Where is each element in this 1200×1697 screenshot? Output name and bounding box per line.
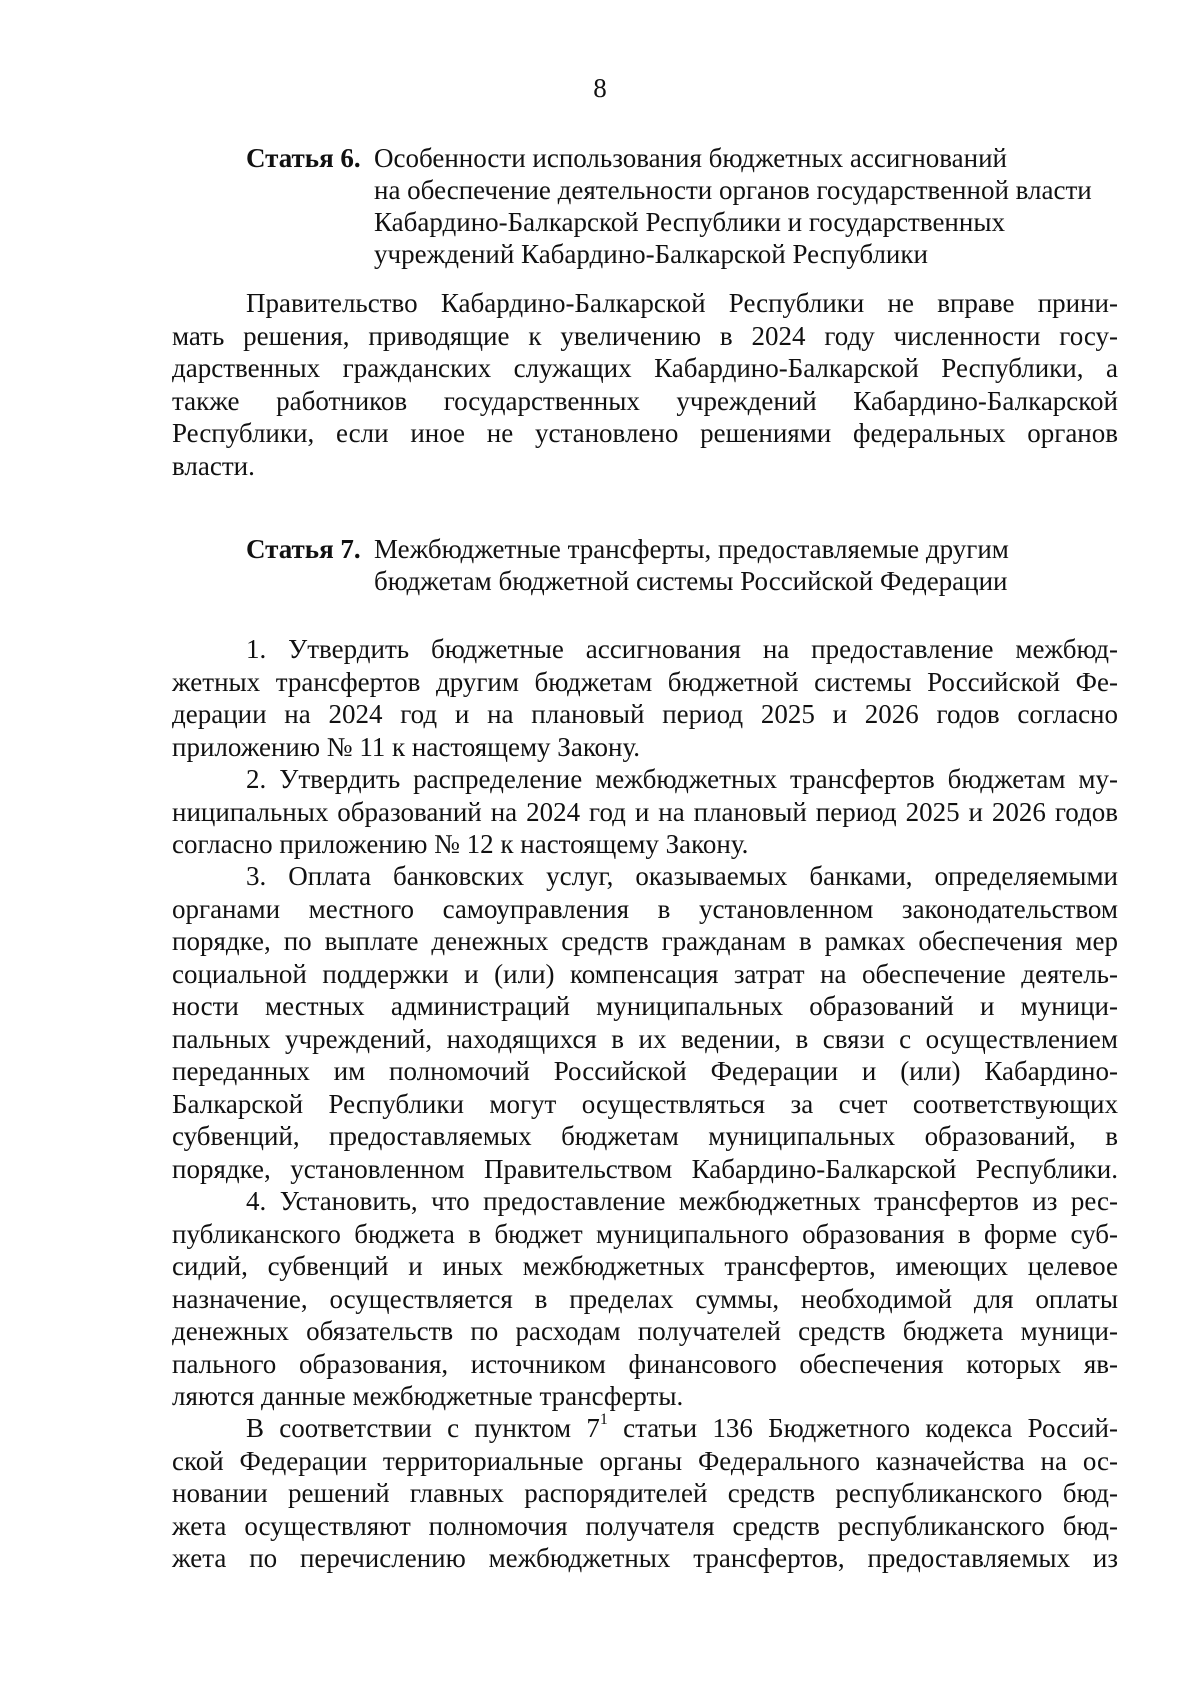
text-line: порядке, установленном Правительством Кабардино-Балкарской Республики. [172, 1153, 1118, 1184]
text-line: 1. Утвердить бюджетные ассигнования на предоставление межбюд- [246, 634, 1118, 664]
text-line: 4. Установить, что предоставление межбюджетных трансфертов из рес- [246, 1186, 1118, 1216]
text-line: жета осуществляют полномочия получателя средств республиканского бюд- [172, 1510, 1118, 1541]
text-line: порядке, по выплате денежных средств гражданам в рамках обеспечения мер [172, 926, 1118, 956]
text-line: пального образования, источником финансового обеспечения которых яв- [172, 1348, 1118, 1379]
article-7-label: Статья 7. [246, 534, 361, 564]
article-6-label: Статья 6. [246, 143, 361, 173]
article-6-heading [246, 142, 1134, 270]
article-7-title [374, 533, 1134, 597]
page-number: 8 [593, 73, 607, 103]
text-line: жетных трансфертов другим бюджетам бюджетной системы Российской Фе- [172, 666, 1118, 697]
text-line [172, 1412, 1118, 1445]
article-7-paragraph-5 [172, 1412, 1118, 1575]
text-line: приложению № 11 к настоящему Закону. [172, 731, 641, 762]
text-line: социальной поддержки и (или) компенсация затрат на обеспечение деятель- [172, 958, 1118, 989]
article-7-item-1 [172, 633, 1118, 763]
text-line: сидий, субвенций и иных межбюджетных трансфертов, имеющих целевое [172, 1251, 1118, 1281]
text-line: Правительство Кабардино-Балкарской Республики не вправе прини- [246, 288, 1118, 318]
text-line: ской Федерации территориальные органы Федерального казначейства на ос- [172, 1445, 1118, 1476]
text-line: дерации на 2024 год и на плановый период 2025 и 2026 годов согласно [172, 699, 1118, 729]
text-line: жета по перечислению межбюджетных трансфертов, предоставляемых из [172, 1543, 1118, 1573]
text-line: новании решений главных распорядителей средств республиканского бюд- [172, 1478, 1118, 1508]
text-line: ляются данные межбюджетные трансферты. [172, 1381, 684, 1411]
superscript: 1 [599, 1411, 608, 1428]
article-7-item-4 [172, 1185, 1118, 1413]
text-fragment: статьи 136 Бюджетного кодекса Россий- [607, 1413, 1118, 1443]
article-6-title [374, 142, 1134, 270]
text-line: органами местного самоуправления в установленном законодательством [172, 893, 1118, 924]
text-line: публиканского бюджета в бюджет муниципального образования в форме суб- [172, 1218, 1118, 1249]
text-line: ности местных администраций муниципальных образований и муници- [172, 991, 1118, 1021]
text-line: ниципальных образований на 2024 год и на плановый период 2025 и 2026 годов [172, 796, 1118, 827]
text-line: мать решения, приводящие к увеличению в 2024 году численности госу- [172, 320, 1118, 351]
text-fragment: В соответствии с пунктом 7 [246, 1413, 600, 1443]
title-line: учреждений Кабардино-Балкарской Республики [374, 239, 928, 269]
text-line: пальных учреждений, находящихся в их ведении, в связи с осуществлением [172, 1023, 1118, 1054]
text-line: Балкарской Республики могут осуществляться за счет соответствующих [172, 1088, 1118, 1119]
article-7-heading [246, 533, 1134, 597]
text-line: власти. [172, 450, 255, 481]
text-line: также работников государственных учреждений Кабардино-Балкарской [172, 385, 1118, 416]
article-6-paragraph [172, 287, 1118, 482]
text-line: 2. Утвердить распределение межбюджетных трансфертов бюджетам му- [246, 764, 1118, 794]
text-line: согласно приложению № 12 к настоящему Закону. [172, 829, 749, 859]
article-7-item-2 [172, 763, 1118, 861]
text-line: Республики, если иное не установлено решениями федеральных органов [172, 418, 1118, 448]
text-line: денежных обязательств по расходам получателей средств бюджета муници- [172, 1316, 1118, 1346]
article-7-item-3 [172, 860, 1118, 1185]
title-line: на обеспечение деятельности органов государственной власти [374, 175, 1092, 205]
title-line: бюджетам бюджетной системы Российской Федерации [374, 566, 1008, 596]
text-line: дарственных гражданских служащих Кабардино-Балкарской Республики, а [172, 353, 1118, 383]
text-line: 3. Оплата банковских услуг, оказываемых банками, определяемыми [246, 861, 1118, 891]
text-line: субвенций, предоставляемых бюджетам муниципальных образований, в [172, 1121, 1118, 1151]
text-line: переданных им полномочий Российской Федерации и (или) Кабардино- [172, 1056, 1118, 1086]
title-line: Межбюджетные трансферты, предоставляемые другим [374, 534, 1009, 564]
title-line: Кабардино-Балкарской Республики и государственных [374, 207, 1005, 237]
text-line: назначение, осуществляется в пределах суммы, необходимой для оплаты [172, 1283, 1118, 1314]
title-line: Особенности использования бюджетных ассигнований [374, 143, 1008, 173]
